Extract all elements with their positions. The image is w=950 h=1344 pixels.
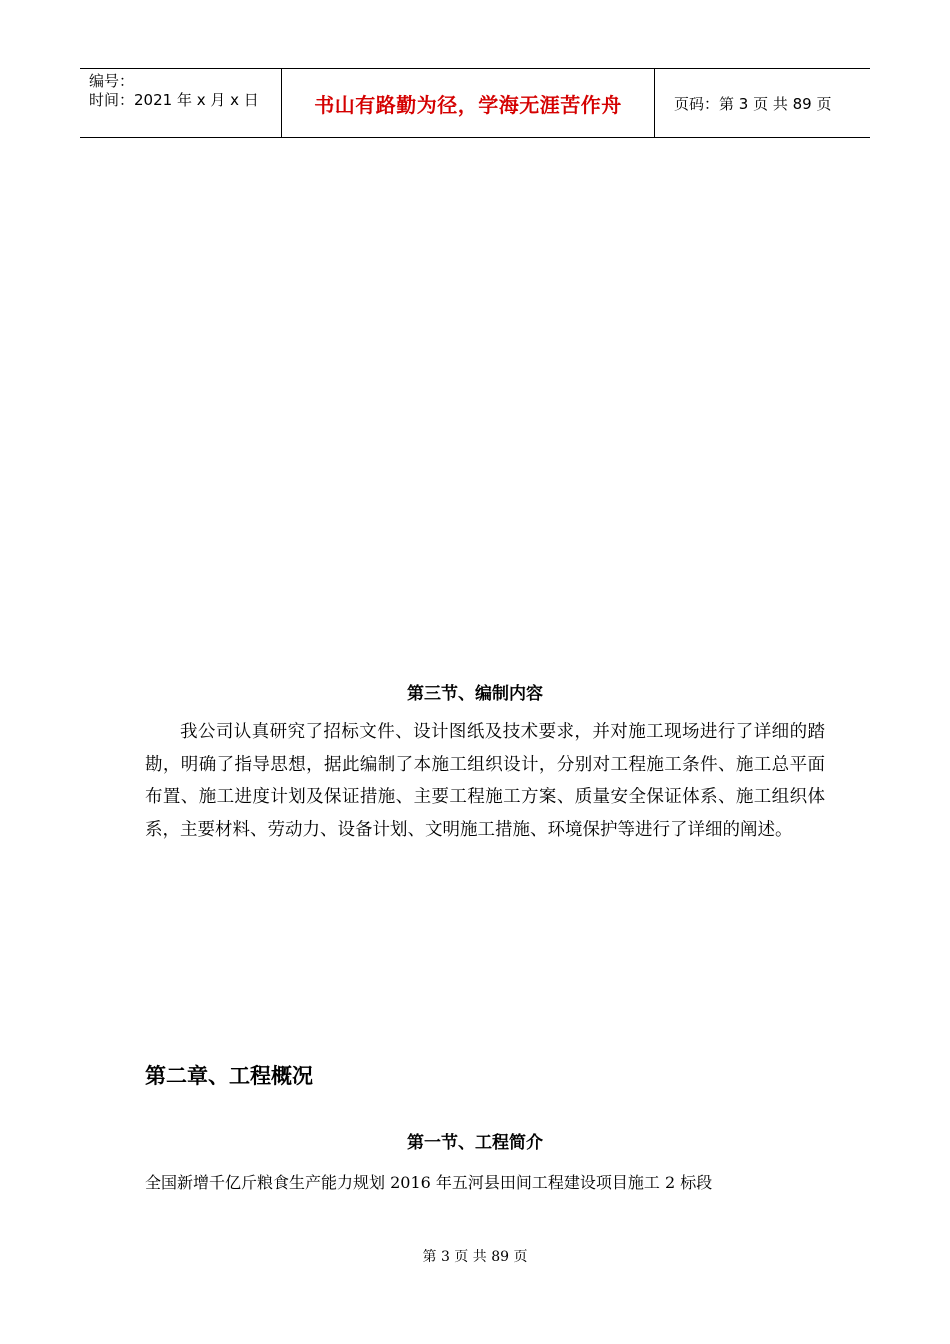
chapter-two-title: 第二章、工程概况 (145, 1064, 313, 1088)
header-page-label (664, 69, 870, 137)
section-three-title: 第三节、编制内容 (407, 684, 543, 704)
page-footer: 第 3 页 共 89 页 (422, 1249, 528, 1265)
header-meta (80, 69, 282, 137)
section-three-body: 我公司认真研究了招标文件、设计图纸及技术要求，并对施工现场进行了详细的踏勘，明确了指导思想，据此编制了本施工组织设计，分别对工程施工条件、施工总平面布置、施工进度计划及保证措施、主要工程施工方案、质量安全保证体系、施工组织体系，主要材料、劳动力、设备计划、文明施工措施、环境保护等进行了详细的阐述。 (145, 722, 825, 840)
header-motto: 书山有路勤为径，学海无涯苦作舟 (282, 69, 655, 137)
number-label: 编号： (89, 72, 135, 90)
time-label: 时间：2021 年 x 月 x 日 (89, 91, 259, 109)
document-header (80, 68, 870, 138)
section-one-title: 第一节、工程简介 (407, 1133, 543, 1153)
section-one-body: 全国新增千亿斤粮食生产能力规划 2016 年五河县田间工程建设项目施工 2 标段 (145, 1173, 713, 1192)
page-label-text: 页码：第 3 页 共 89 页 (674, 94, 832, 113)
